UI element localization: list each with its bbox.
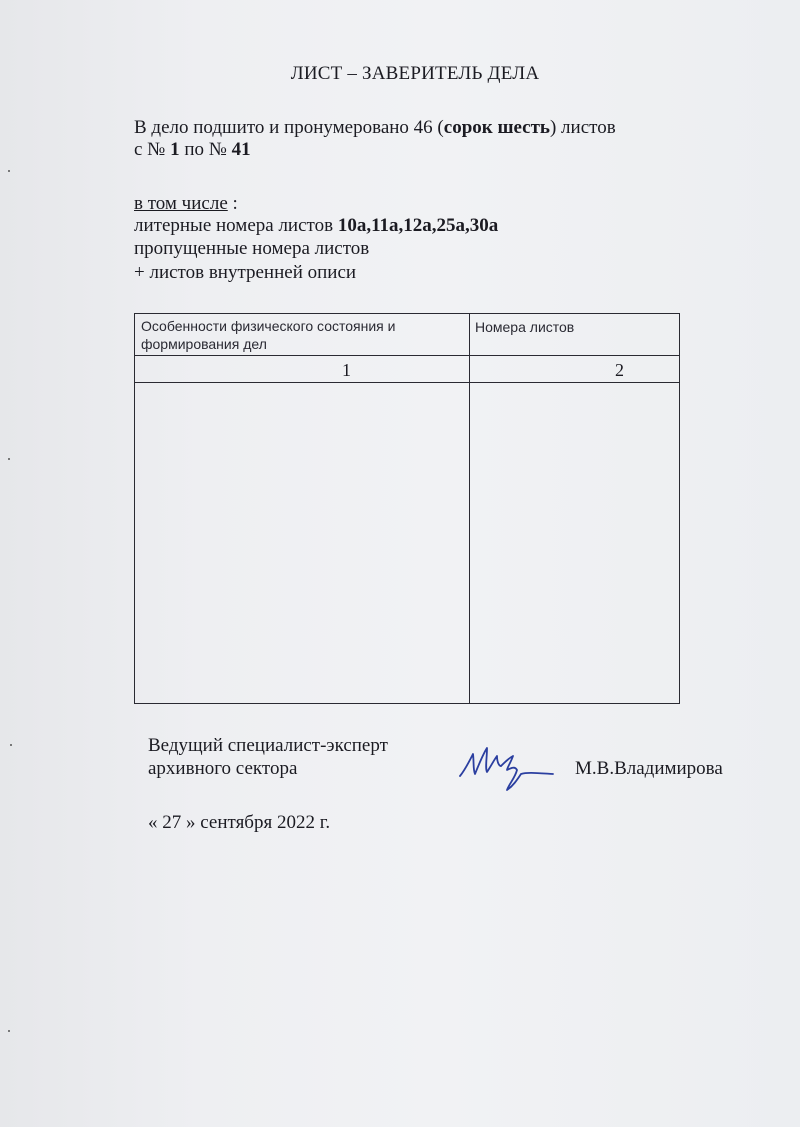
letter-numbers-label: литерные номера листов	[134, 215, 338, 236]
table-cell-condition-empty	[135, 383, 469, 703]
sheets-count-words: сорок шесть	[443, 117, 550, 138]
including-label: в том числе	[134, 193, 228, 214]
sheets-range-line	[134, 139, 251, 161]
inventory-line: + листов внутренней описи	[134, 262, 357, 283]
scan-speck	[10, 744, 12, 746]
sheets-count-line	[134, 117, 616, 139]
sheets-count-suffix: ) листов	[549, 117, 616, 138]
table-column-number-1: 1	[342, 360, 351, 380]
range-to-label: по №	[179, 139, 232, 160]
signer-name: М.В.Владимирова	[575, 758, 723, 779]
scan-speck	[8, 458, 10, 460]
letter-numbers-value: 10а,11а,12а,25а,30а	[337, 215, 499, 236]
scan-speck	[8, 1030, 10, 1032]
sheets-count-prefix: В дело подшито и пронумеровано 46 (	[134, 117, 444, 138]
table-header-condition: Особенности физического состояния и формирования дел	[141, 318, 396, 352]
table-cell-sheet-numbers-empty	[470, 383, 679, 703]
table-column-number-2: 2	[615, 360, 624, 380]
including-line	[134, 193, 238, 215]
physical-condition-table	[134, 313, 680, 704]
signer-position-line2: архивного сектора	[148, 758, 298, 779]
range-to-value: 41	[231, 139, 251, 160]
table-header-sheet-numbers: Номера листов	[475, 319, 575, 335]
table-header-divider	[135, 355, 679, 356]
letter-numbers-line	[134, 215, 498, 237]
including-colon: :	[227, 193, 238, 214]
certification-date: « 27 » сентября 2022 г.	[148, 812, 331, 833]
document-title: ЛИСТ – ЗАВЕРИТЕЛЬ ДЕЛА	[290, 63, 540, 84]
range-from-label: с №	[134, 139, 171, 160]
missing-numbers-line: пропущенные номера листов	[134, 238, 370, 259]
signer-position-line1: Ведущий специалист-эксперт	[148, 735, 388, 756]
handwritten-signature-icon	[457, 732, 557, 794]
range-from-value: 1	[170, 139, 180, 160]
scan-speck	[8, 170, 10, 172]
